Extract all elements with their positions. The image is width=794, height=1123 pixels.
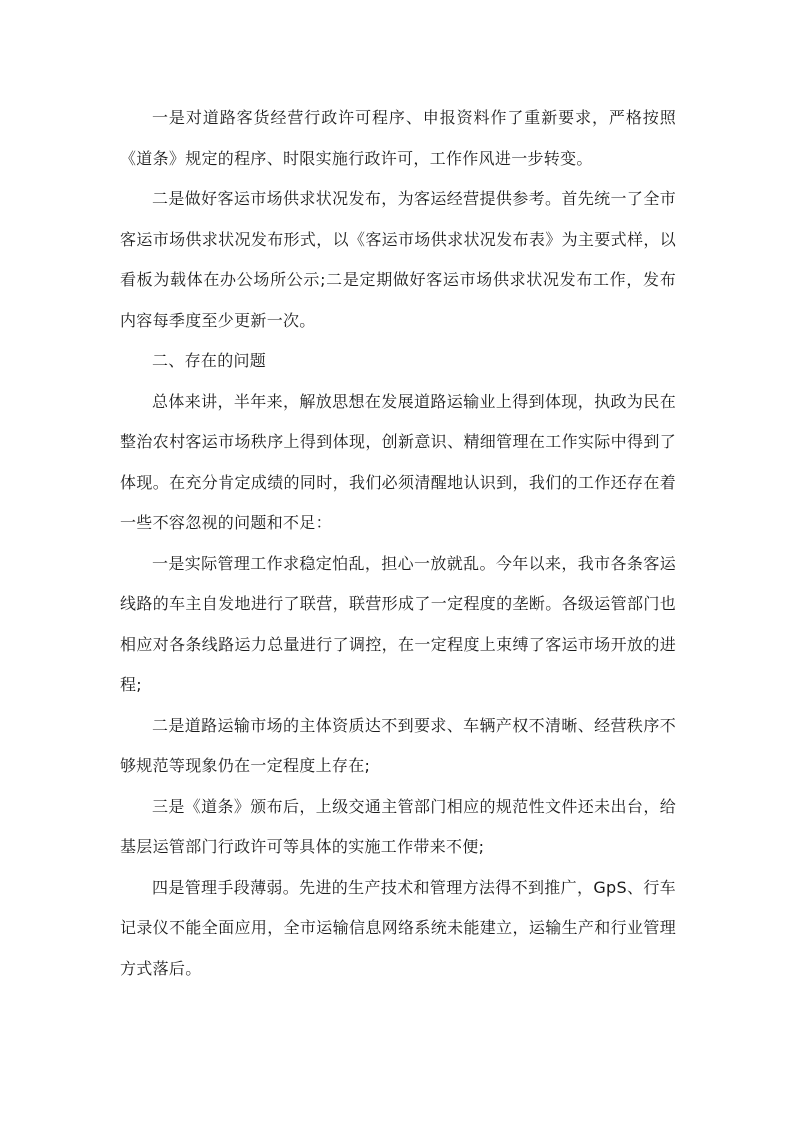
paragraph-problem-three: 三是《道条》颁布后，上级交通主管部门相应的规范性文件还未出台，给基层运管部门行政许可等具体的实施工作带来不便; — [120, 796, 676, 856]
paragraph-problem-four: 四是管理手段薄弱。先进的生产技术和管理方法得不到推广，GpS、行车记录仪不能全面应用，全市运输信息网络系统未能建立，运输生产和行业管理方式落后。 — [120, 877, 676, 978]
section-heading-existing-problems: 二、存在的问题 — [152, 351, 267, 370]
document-body — [120, 98, 676, 989]
paragraph-problem-one: 一是实际管理工作求稳定怕乱，担心一放就乱。今年以来，我市各条客运线路的车主自发地进行了联营，联营形成了一定程度的垄断。各级运管部门也相应对各条线路运力总量进行了调控，在一定程度上束缚了客运市场开放的进程; — [120, 553, 676, 694]
paragraph-overall-summary: 总体来讲，半年来，解放思想在发展道路运输业上得到体现，执政为民在整治农村客运市场秩序上得到体现，创新意识、精细管理在工作实际中得到了体现。在充分肯定成绩的同时，我们必须清醒地认识到，我们的工作还存在着一些不容忽视的问题和不足： — [120, 391, 676, 532]
paragraph-problem-two: 二是道路运输市场的主体资质达不到要求、车辆产权不清晰、经营秩序不够规范等现象仍在一定程度上存在; — [120, 715, 676, 775]
paragraph-license-requirements: 一是对道路客货经营行政许可程序、申报资料作了重新要求，严格按照《道条》规定的程序、时限实施行政许可，工作作风进一步转变。 — [120, 108, 676, 168]
paragraph-market-supply-release: 二是做好客运市场供求状况发布，为客运经营提供参考。首先统一了全市客运市场供求状况发布形式，以《客运市场供求状况发布表》为主要式样，以看板为载体在办公场所公示;二是定期做好客运市场供求状况发布工作，发布内容每季度至少更新一次。 — [120, 189, 676, 330]
